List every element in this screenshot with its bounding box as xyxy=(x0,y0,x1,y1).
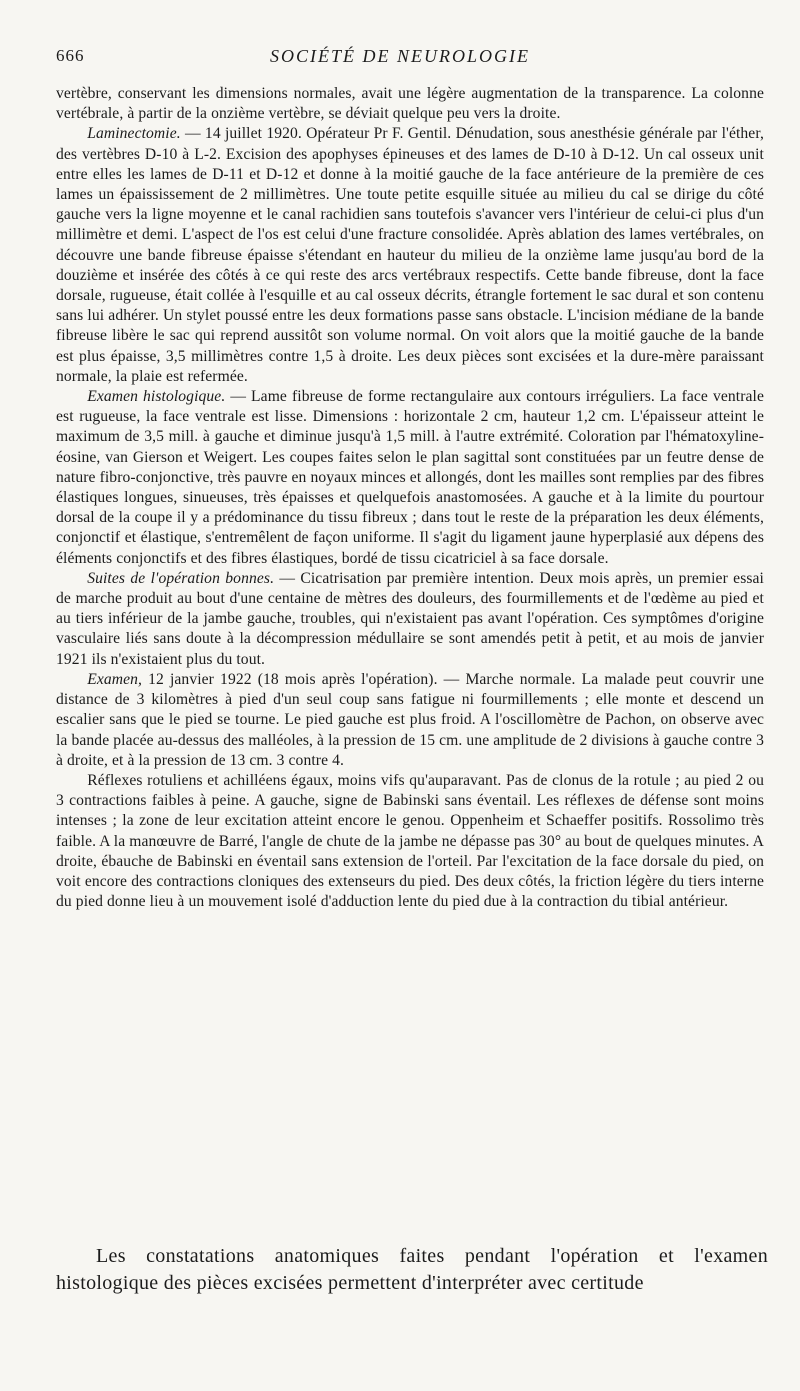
paragraph-text: — 14 juillet 1920. Opérateur Pr F. Gentil. Dénudation, sous anesthésie générale par l'éther, des vertèbres D-10 à L-2. Excision des apophyses épineuses et des lames de D-10 à D-12. Un cal osseux unit entre elles les lames de D-11 et D-12 et donne à la moitié gauche de la face antérieure de la première de ces lames un épaississement de 2 millimètres. Une toute petite esquille située au milieu du cal se dirige du côté gauche vers la ligne moyenne et le canal rachidien sans toutefois s'avancer vers l'intérieur de celui-ci plus d'un millimètre et demi. L'aspect de l'os est celui d'une fracture consolidée. Après ablation des lames vertébrales, on découvre une bande fibreuse épaisse s'étendant en hauteur du milieu de la onzième lame jusqu'au bord de la douzième et insérée des côtés à ce qui reste des arcs vertébraux respectifs. Cette bande fibreuse, dont la face dorsale, rugueuse, était collée à l'esquille et au cal osseux décrits, étrangle fortement le sac dural et son contenu sans lui adhérer. Un stylet poussé entre les deux formations passe sans obstacle. L'incision médiane de la bande fibreuse libère le sac qui reprend aussitôt son volume normal. On voit alors que la moitié gauche de la bande est plus épaisse, 3,5 millimètres contre 1,5 à droite. Les deux pièces sont excisées et la dure-mère paraissant normale, la plaie est refermée. xyxy=(56,125,764,385)
paragraph-laminectomie xyxy=(56,124,764,387)
paragraph-reflexes xyxy=(56,771,764,912)
paragraph-examen xyxy=(56,670,764,771)
paragraph-examen-histologique xyxy=(56,387,764,569)
closing-paragraph: Les constatations anatomiques faites pendant l'opération et l'examen histologique des pièces excisées permettent d'interpréter avec certitude xyxy=(56,1245,768,1294)
paragraph-run-in: Examen histologique. xyxy=(87,388,226,406)
paragraph-run-in: Laminectomie. xyxy=(87,125,181,143)
paragraph-continuation xyxy=(56,84,764,124)
paragraph-text: Réflexes rotuliens et achilléens égaux, moins vifs qu'auparavant. Pas de clonus de la rotule ; au pied 2 ou 3 contractions faibles à peine. A gauche, signe de Babinski sans éventail. Les réflexes de défense sont moins intenses ; la zone de leur excitation atteint encore le genou. Oppenheim et Schaeffer positifs. Rossolimo très faible. A la manœuvre de Barré, l'angle de chute de la jambe ne dépasse pas 30° au bout de quelques minutes. A droite, ébauche de Babinski en éventail sans extension de l'orteil. Par l'excitation de la face dorsale du pied, on voit encore des contractions cloniques des extenseurs du pied. Des deux côtés, la friction légère du tiers interne du pied donne lieu à un mouvement isolé d'adduction lente du pied due à la contraction du tibial antérieur. xyxy=(56,771,764,911)
paragraph-run-in: Suites de l'opération bonnes. xyxy=(87,569,275,587)
closing-text xyxy=(56,1243,768,1297)
page-number: 666 xyxy=(56,46,85,65)
running-title: SOCIÉTÉ DE NEUROLOGIE xyxy=(270,46,530,66)
paragraph-text: 12 janvier 1922 (18 mois après l'opération). — Marche normale. La malade peut couvrir une distance de 3 kilomètres à pied d'un seul coup sans fatigue ni fourmillements ; elle monte et descend un escalier sans que le pied se tourne. Le pied gauche est plus froid. A l'oscillomètre de Pachon, on observe avec la bande placée au-dessus des malléoles, à la pression de 15 cm. une amplitude de 2 divisions à gauche contre 3 à droite, et à la pression de 13 cm. 3 contre 4. xyxy=(56,670,764,769)
body-text xyxy=(56,84,764,912)
paragraph-text: — Lame fibreuse de forme rectangulaire aux contours irréguliers. La face ventrale est rugueuse, la face ventrale est lisse. Dimensions : horizontale 2 cm, hauteur 1,2 cm. L'épaisseur atteint le maximum de 3,5 mill. à gauche et diminue jusqu'à 1,5 mill. à l'autre extrémité. Coloration par l'hématoxyline-éosine, van Gierson et Weigert. Les coupes faites selon le plan sagittal sont constituées par un feutre dense de nature fibro-conjonctive, très pauvre en noyaux minces et allongés, dont les mailles sont remplies par des fibres élastiques longues, sinueuses, très épaisses et quelquefois anastomosées. A gauche et à la limite du pourtour dorsal de la coupe il y a prédominance du tissu fibreux ; dans tout le reste de la préparation les deux éléments, conjonctif et élastique, s'entremêlent de façon uniforme. Il s'agit du ligament jaune hyperplasié aux dépens des éléments conjonctifs et des fibres élastiques, bordé de tissu cicatriciel à sa face dorsale. xyxy=(56,388,764,567)
page-header xyxy=(56,46,744,76)
paragraph-suites-operation xyxy=(56,569,764,670)
paragraph-text: vertèbre, conservant les dimensions normales, avait une légère augmentation de la transparence. La colonne vertébrale, à partir de la onzième vertèbre, se déviait quelque peu vers la droite. xyxy=(56,85,764,123)
paragraph-text: — Cicatrisation par première intention. Deux mois après, un premier essai de marche produit au bout d'une centaine de mètres des douleurs, des fourmillements et de l'œdème au pied et au tiers inférieur de la jambe gauche, troubles, qui n'existaient pas avant l'opération. Ces symptômes d'origine vasculaire liés sans doute à la décompression médullaire se sont amendés petit à petit, et au mois de janvier 1921 ils n'existaient plus du tout. xyxy=(56,569,764,668)
paragraph-run-in: Examen, xyxy=(87,670,143,688)
